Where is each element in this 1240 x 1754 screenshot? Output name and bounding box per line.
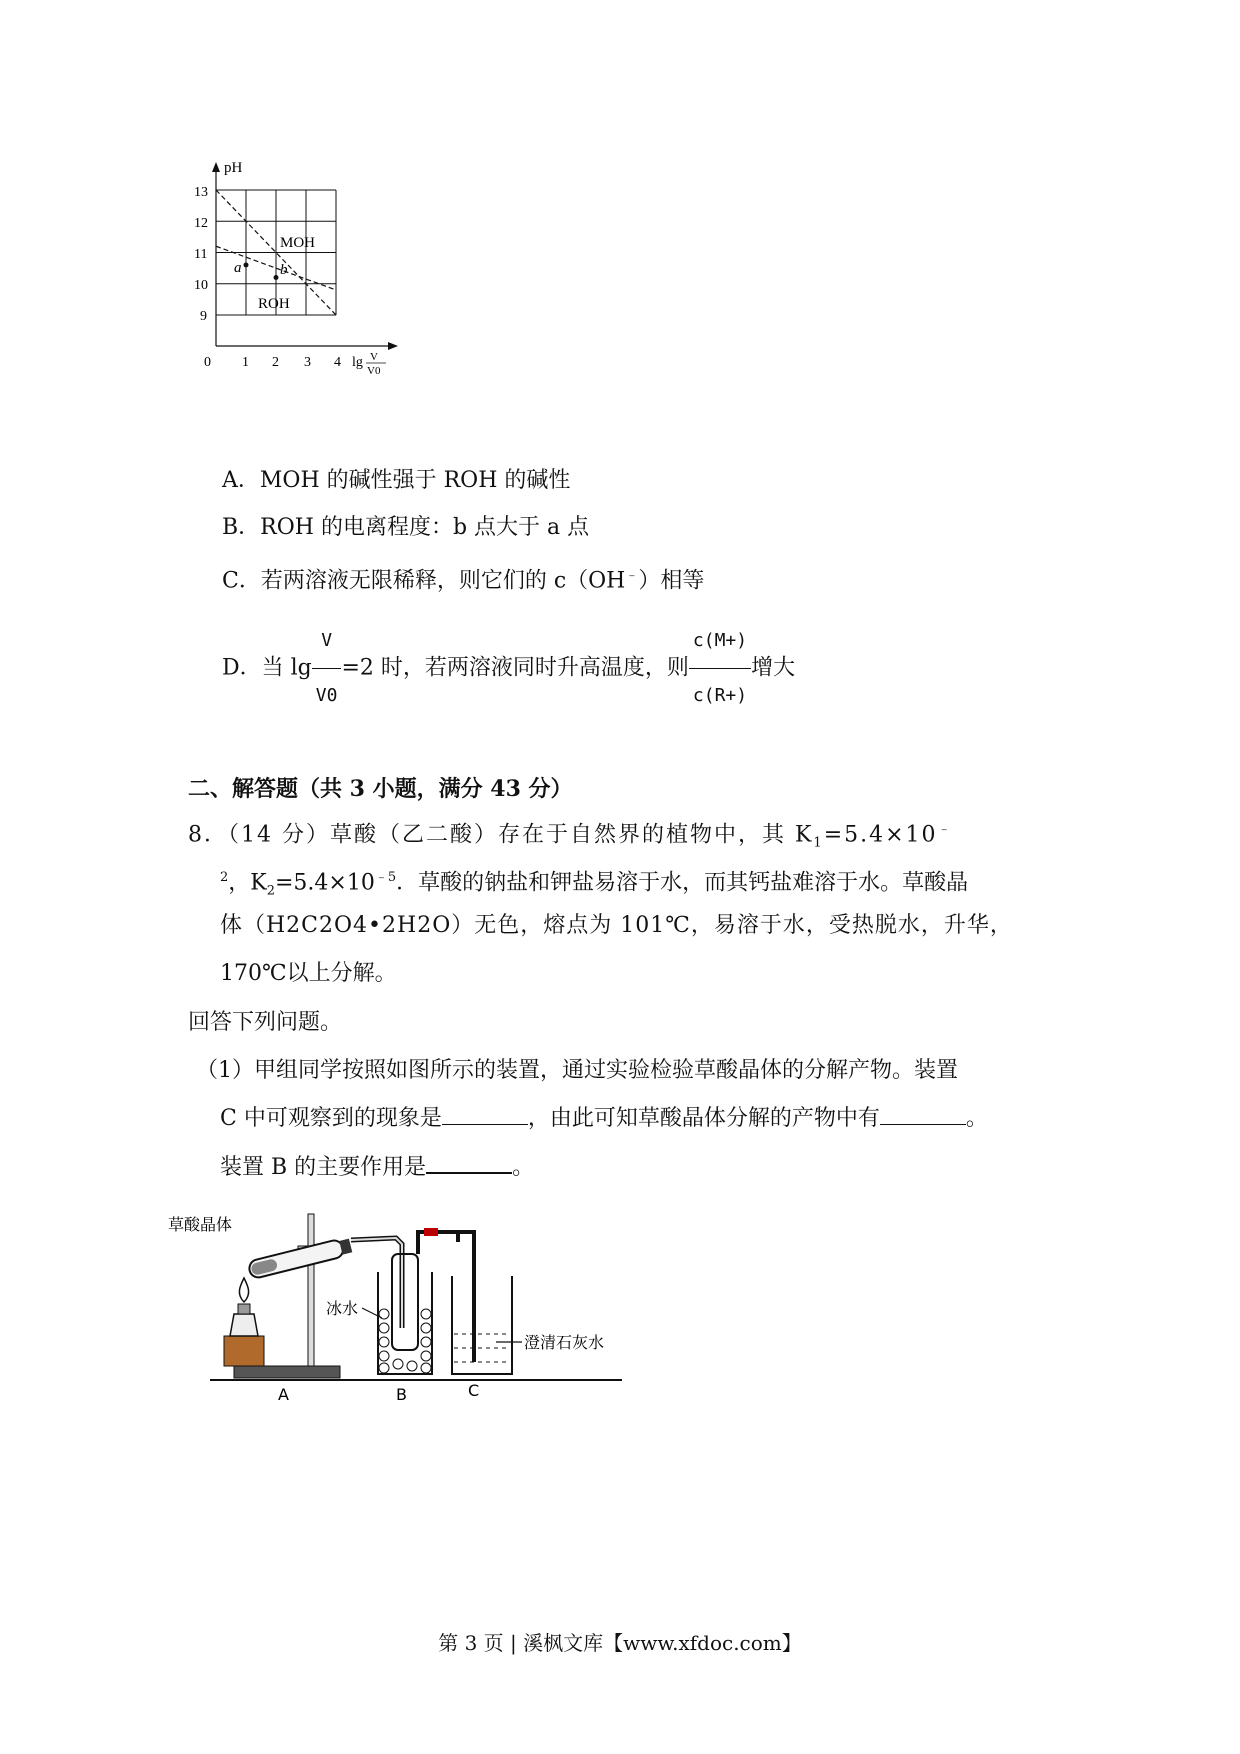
point-label-b: b [280, 262, 288, 278]
x-axis-frac-num: V [370, 351, 378, 363]
test-tube [247, 1237, 352, 1280]
series-label-moh: MOH [280, 235, 316, 251]
option-d-prefix: D．当 lg [222, 655, 312, 681]
y-tick-label: 10 [194, 278, 208, 293]
q8-k2-sub: 2 [266, 883, 275, 899]
point-label-a: a [234, 260, 242, 276]
q8-line2-b: =5.4×10 [275, 870, 375, 896]
q8-line2-c: ．草酸的钠盐和钾盐易溶于水，而其钙盐难溶于水。草酸晶 [396, 870, 969, 896]
x-axis-arrow [388, 342, 398, 350]
series-label-roh: ROH [258, 296, 290, 312]
label-b: B [396, 1385, 407, 1404]
answer-blank[interactable] [426, 1154, 512, 1174]
beaker-c [452, 1276, 512, 1374]
y-tick-label: 12 [194, 216, 208, 231]
q8-line1 [188, 817, 953, 857]
y-tick-labels [194, 185, 208, 324]
label-icewater: 冰水 [326, 1299, 359, 1318]
y-axis-label: pH [224, 160, 243, 176]
option-c-suffix: ）相等 [638, 568, 705, 594]
q8-p1-line2-c: 。 [965, 1106, 988, 1131]
frac1-den: V0 [315, 685, 338, 706]
option-c-prefix: C．若两溶液无限稀释，则它们的 c（OH [222, 568, 626, 594]
q8-line2-sup: 2 [220, 870, 229, 885]
x-tick-label: 1 [242, 355, 249, 370]
q8-line2-sup2: ﹣5 [374, 870, 397, 885]
label-crystal: 草酸晶体 [168, 1215, 233, 1234]
x-axis-label-prefix: lg [352, 355, 363, 370]
y-tick-label: 13 [194, 185, 208, 200]
ph-chart [180, 160, 420, 420]
q8-p1-line1: （1）甲组同学按照如图所示的装置，通过实验检验草酸晶体的分解产物。装置 [196, 1058, 958, 1083]
q8-line4: 170℃以上分解。 [220, 961, 397, 986]
x-axis-label [352, 351, 386, 377]
answer-blank[interactable] [442, 1106, 528, 1125]
x-axis-frac-den: V0 [367, 365, 381, 377]
limewater-lines [454, 1334, 510, 1362]
frac2-num: c(M+) [689, 614, 751, 669]
option-c [222, 563, 704, 594]
y-tick-label: 9 [200, 309, 207, 324]
u-tube [392, 1254, 418, 1350]
rubber-joint [424, 1228, 438, 1236]
frac2-den: c(R+) [692, 685, 748, 706]
q8-line2-a: ，K [228, 870, 267, 896]
x-tick-label: 4 [334, 355, 341, 370]
x-tick-label: 3 [304, 355, 311, 370]
q8-p1-line2-a: C 中可观察到的现象是 [220, 1106, 442, 1131]
option-a: A．MOH 的碱性强于 ROH 的碱性 [222, 468, 571, 493]
q8-p1-line2-b: ，由此可知草酸晶体分解的产物中有 [527, 1106, 880, 1131]
q8-p1-line3-b: 。 [512, 1155, 535, 1180]
option-d-frac1 [312, 614, 342, 723]
q8-k1-sub: 1 [813, 835, 824, 851]
label-limewater: 澄清石灰水 [524, 1333, 605, 1352]
q8-line1-text: 8．（14 分）草酸（乙二酸）存在于自然界的植物中，其 K [188, 822, 814, 848]
option-b: B．ROH 的电离程度：b 点大于 a 点 [222, 515, 590, 540]
section-title: 二、解答题（共 3 小题，满分 43 分） [188, 776, 573, 802]
flame [239, 1278, 248, 1302]
frac1-num: V [312, 614, 342, 669]
answer-blank[interactable] [880, 1106, 966, 1125]
q8-p1-line3-a: 装置 B 的主要作用是 [220, 1155, 427, 1180]
option-d-mid: =2 时，若两溶液同时升高温度，则 [341, 655, 689, 681]
stand-base [234, 1366, 340, 1378]
q8-line1-tail: =5.4×10 [823, 822, 938, 848]
option-d-suffix: 增大 [751, 655, 796, 681]
q8-line5: 回答下列问题。 [188, 1010, 343, 1035]
q8-line2 [220, 865, 968, 905]
x-tick-labels [204, 355, 341, 370]
option-c-sup: ﹣ [625, 568, 639, 583]
ice-pieces [379, 1309, 431, 1373]
data-point-b [274, 275, 279, 280]
option-d-frac2 [689, 614, 751, 723]
y-axis-arrow [212, 162, 220, 172]
q8-p1-line3 [220, 1154, 534, 1181]
apparatus-figure [168, 1202, 626, 1404]
page-footer: 第 3 页 | 溪枫文库【www.xfdoc.com】 [438, 1631, 802, 1655]
x-tick-label: 2 [272, 355, 279, 370]
delivery-tube-ab [351, 1238, 402, 1328]
burner-lamp [230, 1314, 258, 1336]
q8-line3: 体（H2C2O4•2H2O）无色，熔点为 101℃，易溶于水，受热脱水，升华， [220, 913, 1013, 938]
stand-rod [308, 1214, 314, 1366]
burner-block [224, 1336, 264, 1366]
chart-points [244, 263, 279, 281]
y-tick-label: 11 [194, 247, 208, 262]
q8-line1-sup: ﹣ [937, 822, 953, 837]
data-point-a [244, 263, 249, 268]
label-a: A [278, 1385, 289, 1404]
label-c: C [468, 1381, 480, 1400]
x-tick-label: 0 [204, 355, 211, 370]
option-d [222, 614, 795, 723]
q8-p1-line2 [220, 1106, 988, 1132]
